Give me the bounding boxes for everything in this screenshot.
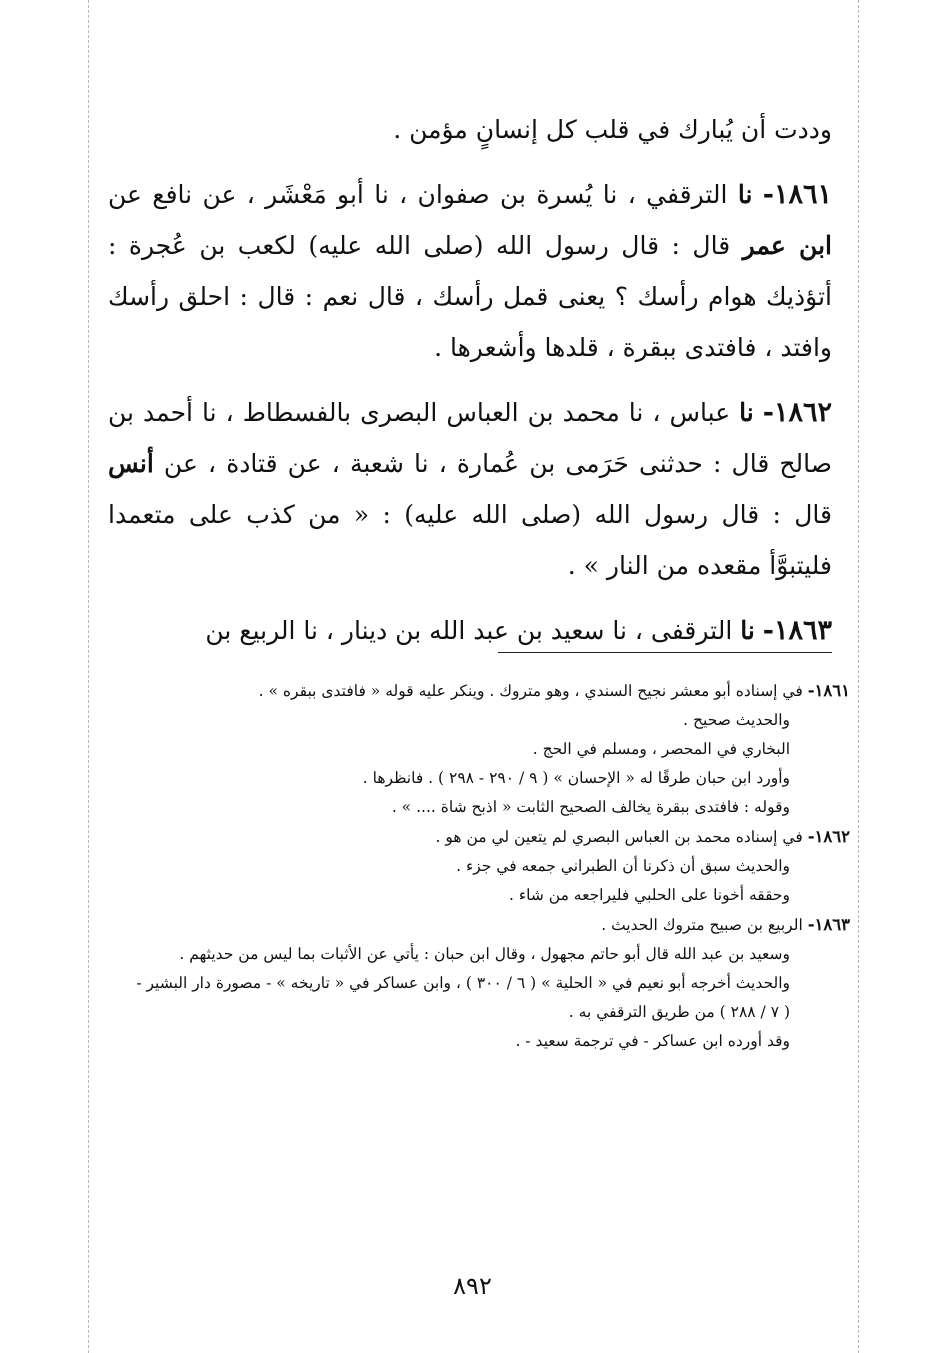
hadith-naa: نا [740,616,755,645]
hadith-text-part2: قال : قال رسول الله (صلى الله عليه) لكعب بن عُجرة : أتؤذيك هوام رأسك ؟ يعنى قمل رأسك ، قال نعم : قال : احلق رأسك وافتد ، فافتدى ببقرة ، قلدها وأشعرها . [108,231,832,362]
hadith-naa: نا [737,180,753,209]
left-page-edge [88,0,89,1353]
hadith-text-part1: الترقفي ، نا يُسرة بن صفوان ، نا أبو مَعْشَر ، عن نافع عن [108,180,728,209]
hadith-text-part1: عباس ، نا محمد بن العباس البصرى بالفسطاط ، نا أحمد بن صالح قال : حدثنى حَرَمى بن عُمارة ، نا شعبة ، عن قتادة ، عن [108,398,832,478]
page-number: ٨٩٢ [453,1272,492,1300]
footnote-line: وقوله : فافتدى ببقرة يخالف الصحيح الثابت « اذبح شاة .... » . [391,798,790,816]
hadith-number: ١٨٦٣- [762,615,832,646]
hadith-number: ١٨٦٢- [762,397,832,428]
footnote-line: وقد أورده ابن عساكر - في ترجمة سعيد - . [515,1032,790,1050]
hadith-number: ١٨٦١- [762,179,832,210]
hadith-1861 [108,169,832,373]
footnote-line: والحديث أخرجه أبو نعيم في « الحلية » ( ٦ / ٣٠٠ ) ، وابن عساكر في « تاريخه » - مصورة دار البشير - ( ٧ / ٢٨٨ ) من طريق الترقفي به . [136,974,790,1021]
footnote-line: والحديث سبق أن ذكرنا أن الطبراني جمعه في جزء . [456,857,790,875]
hadith-text-part1: الترقفى ، نا سعيد بن عبد الله بن دينار ، نا الربيع بن [205,616,733,645]
footnote-line: والحديث صحيح . [683,711,790,729]
footnote-1861-line [130,676,850,706]
hadith-narrator: ابن عمر [742,231,832,260]
main-text [108,104,832,656]
footnote-1863-line [130,910,850,940]
footnote-separator [498,652,832,653]
footnote-line: وأورد ابن حبان طرقًا له « الإحسان » ( ٩ / ٢٩٠ - ٢٩٨ ) . فانظرها . [362,769,790,787]
hadith-narrator: أنس [108,449,154,478]
footnote-text: في إسناده محمد بن العباس البصري لم يتعين لي من هو . [435,828,803,846]
footnote-1862-line [130,822,850,852]
hadith-1862 [108,387,832,591]
footnote-number: ١٨٦٢- [807,827,850,846]
footnote-line: البخاري في المحصر ، ومسلم في الحج . [532,740,790,758]
footnote-line: وسعيد بن عبد الله قال أبو حاتم مجهول ، وقال ابن حبان : يأتي عن الأثبات بما ليس من حديثهم . [179,945,790,963]
footnote-number: ١٨٦٣- [807,915,850,934]
right-page-edge [858,0,859,1353]
footnote-text: الربيع بن صبيح متروك الحديث . [601,916,803,934]
hadith-1863 [108,605,832,656]
footnote-text: في إسناده أبو معشر نجيح السندي ، وهو متروك . وينكر عليه قوله « فافتدى ببقره » . [258,682,803,700]
hadith-text-part2: قال : قال رسول الله (صلى الله عليه) : « من كذب على متعمدا فليتبوَّأ مقعده من النار » . [108,500,832,580]
footnote-line: وحققه أخونا على الحلبي فليراجعه من شاء . [508,886,790,904]
hadith-naa: نا [739,398,754,427]
opening-line: وددت أن يُبارك في قلب كل إنسانٍ مؤمن . [393,115,832,144]
footnote-number: ١٨٦١- [807,681,850,700]
footnotes [130,676,850,1056]
